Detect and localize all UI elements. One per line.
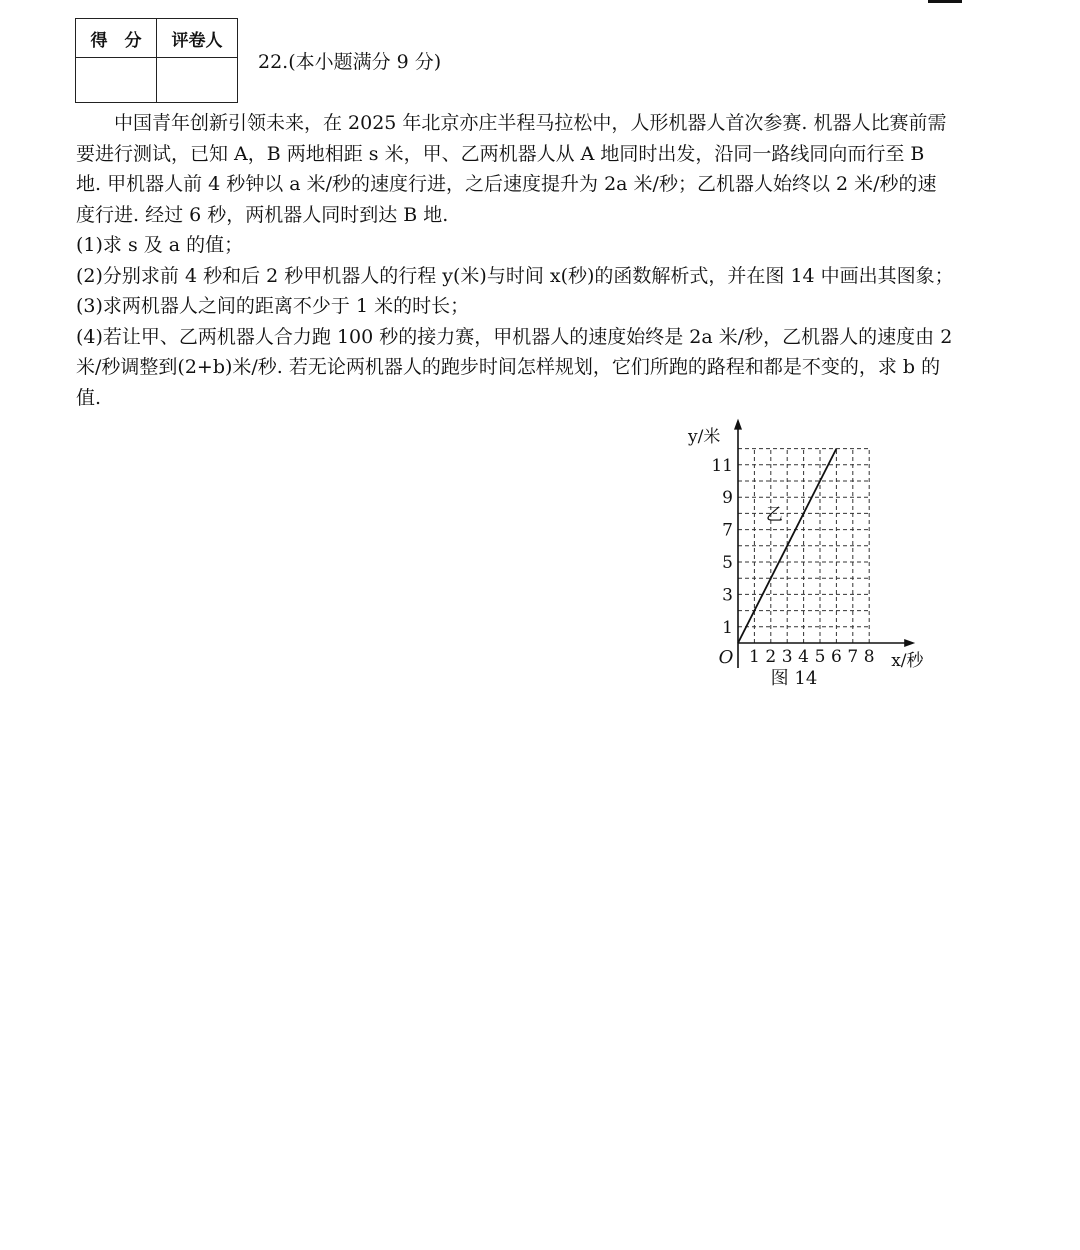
x-tick-label: 7: [847, 647, 859, 667]
x-tick-label: 5: [814, 647, 826, 667]
sub-question-1: (1)求 s 及 a 的值；: [76, 234, 244, 256]
question-body: [76, 108, 954, 413]
figure-14: [682, 418, 952, 698]
y-axis-label: y/米: [688, 427, 721, 447]
y-tick-label: 1: [722, 617, 733, 638]
x-axis-arrow: [904, 639, 915, 647]
origin-label: O: [718, 647, 734, 668]
grader-cell[interactable]: [157, 58, 238, 103]
y-tick-label: 5: [722, 553, 733, 573]
chart-svg: [682, 418, 952, 668]
x-tick-label: 4: [798, 647, 810, 667]
x-tick-label: 3: [781, 647, 793, 667]
x-tick-label: 8: [863, 647, 875, 667]
grader-header: 评卷人: [157, 19, 238, 58]
x-tick-label: 1: [748, 647, 760, 667]
y-tick-label: 9: [722, 488, 733, 509]
corner-mark: [928, 0, 962, 3]
problem-statement: 中国青年创新引领未来，在 2025 年北京亦庄半程马拉松中，人形机器人首次参赛. 机器人比赛前需要进行测试，已知 A，B 两地相距 s 米，甲、乙两机器人从 A 地同时出发，沿同一路线同向而行至 B 地. 甲机器人前 4 秒钟以 a 米/秒的速度行进，之后速度提升为 2a 米/秒；乙机器人始终以 2 米/秒的速度行进. 经过 6 秒，两机器人同时到达 B 地.: [76, 112, 947, 226]
score-cell[interactable]: [76, 58, 157, 103]
x-tick-label: 2: [765, 647, 777, 667]
sub-question-2: (2)分别求前 4 秒和后 2 秒甲机器人的行程 y(米)与时间 x(秒)的函数解析式，并在图 14 中画出其图象；: [76, 264, 954, 287]
y-tick-label: 11: [711, 455, 733, 476]
score-header: 得 分: [76, 19, 157, 58]
x-axis-label: x/秒: [891, 651, 924, 668]
y-axis-arrow: [734, 419, 742, 430]
figure-caption: 图 14: [770, 668, 818, 689]
sub-question-4: (4)若让甲、乙两机器人合力跑 100 秒的接力赛，甲机器人的速度始终是 2a 米/秒，乙机器人的速度由 2 米/秒调整到(2+b)米/秒. 若无论两机器人的跑步时间怎样规划，它们所跑的路程和都是不变的，求 b 的值.: [76, 325, 953, 409]
sub-question-3: (3)求两机器人之间的距离不少于 1 米的时长；: [76, 295, 470, 317]
y-tick-label: 3: [722, 585, 733, 606]
y-tick-label: 7: [722, 520, 733, 541]
question-title: 22.(本小题满分 9 分): [258, 51, 442, 73]
x-tick-label: 6: [830, 647, 842, 667]
score-table: [75, 18, 238, 103]
series-label-yi: 乙: [765, 504, 783, 525]
